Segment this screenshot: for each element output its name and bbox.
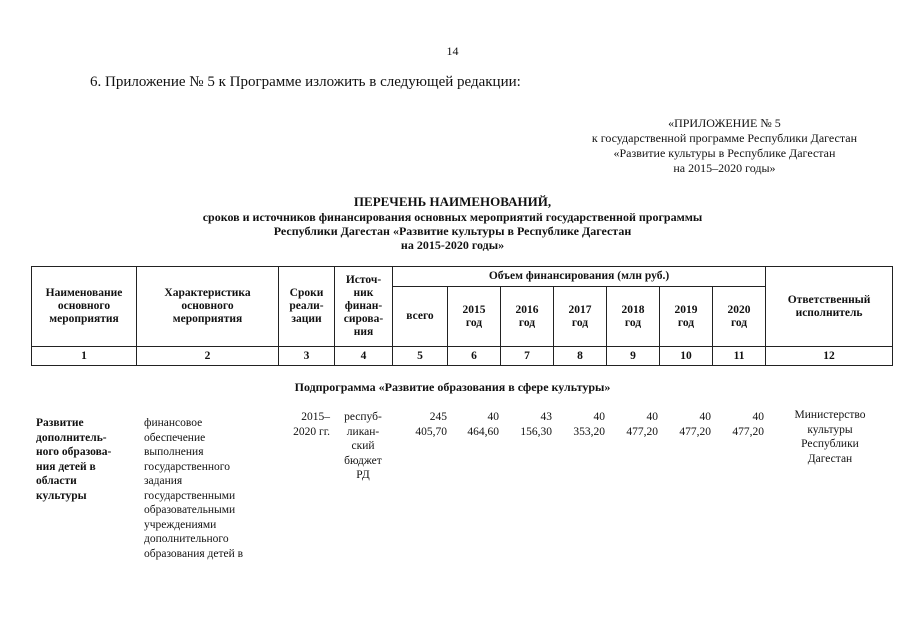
- column-number: 2: [137, 347, 279, 366]
- header-name: Наименование основного мероприятия: [32, 267, 137, 347]
- column-number: 1: [32, 347, 137, 366]
- header-year-2016: 2016 год: [501, 287, 554, 347]
- intro-text: 6. Приложение № 5 к Программе изложить в следующей редакции:: [90, 74, 521, 90]
- column-number: 5: [393, 347, 448, 366]
- header-table: [31, 266, 893, 366]
- row-value-2016: 43 156,30: [520, 411, 552, 438]
- row-terms: 2015– 2020 гг.: [293, 411, 330, 438]
- column-number: 8: [554, 347, 607, 366]
- appendix-header: [592, 116, 857, 176]
- row-value-total: 245 405,70: [415, 411, 447, 438]
- row-value-2019: 40 477,20: [679, 411, 711, 438]
- header-funding: Объем финансирования (млн руб.): [393, 267, 766, 287]
- title-line-3: Республики Дагестан «Развитие культуры в Республике Дагестан: [273, 224, 632, 238]
- title-line-2: сроков и источников финансирования основных мероприятий государственной программы: [202, 210, 703, 224]
- subprogram-title: Подпрограмма «Развитие образования в сфере культуры»: [294, 380, 611, 394]
- header-year-2019: 2019 год: [660, 287, 713, 347]
- row-characteristic: финансовое обеспечение выполнения государственного задания государственными образовательными учреждениями дополнительного образования детей в: [144, 417, 244, 560]
- column-number: 9: [607, 347, 660, 366]
- header-total: всего: [393, 287, 448, 347]
- header-year-2020: 2020 год: [713, 287, 766, 347]
- column-number: 6: [448, 347, 501, 366]
- row-executor: Министерство культуры Республики Дагестан: [794, 409, 866, 465]
- header-year-2018: 2018 год: [607, 287, 660, 347]
- title-line-4: на 2015-2020 годы»: [400, 238, 505, 252]
- row-value-2015: 40 464,60: [467, 411, 499, 438]
- row-value-2018: 40 477,20: [626, 411, 658, 438]
- column-number: 4: [335, 347, 393, 366]
- title-line-1: ПЕРЕЧЕНЬ НАИМЕНОВАНИЙ,: [353, 194, 552, 209]
- row-value-2017: 40 353,20: [573, 411, 605, 438]
- column-number: 10: [660, 347, 713, 366]
- row-value-2020: 40 477,20: [732, 411, 764, 438]
- column-number: 3: [279, 347, 335, 366]
- page-number: 14: [446, 44, 459, 58]
- header-characteristic: Характеристика основного мероприятия: [137, 267, 279, 347]
- appendix-line-1: «ПРИЛОЖЕНИЕ № 5: [668, 116, 781, 130]
- row-source: респуб- ликан- ский бюджет РД: [344, 411, 382, 481]
- row-name: Развитие дополнитель- ного образова- ния детей в области культуры: [36, 417, 112, 502]
- header-executor: Ответственный исполнитель: [766, 267, 893, 347]
- appendix-line-3: «Развитие культуры в Республике Дагестан: [613, 146, 836, 160]
- header-year-2017: 2017 год: [554, 287, 607, 347]
- appendix-line-4: на 2015–2020 годы»: [673, 161, 776, 175]
- appendix-line-2: к государственной программе Республики Дагестан: [591, 131, 857, 145]
- header-year-2015: 2015 год: [448, 287, 501, 347]
- column-number: 12: [766, 347, 893, 366]
- column-number: 11: [713, 347, 766, 366]
- column-number-row: [32, 347, 893, 366]
- header-terms: Сроки реали- зации: [279, 267, 335, 347]
- header-source: Источ- ник финан- сирова- ния: [335, 267, 393, 347]
- column-number: 7: [501, 347, 554, 366]
